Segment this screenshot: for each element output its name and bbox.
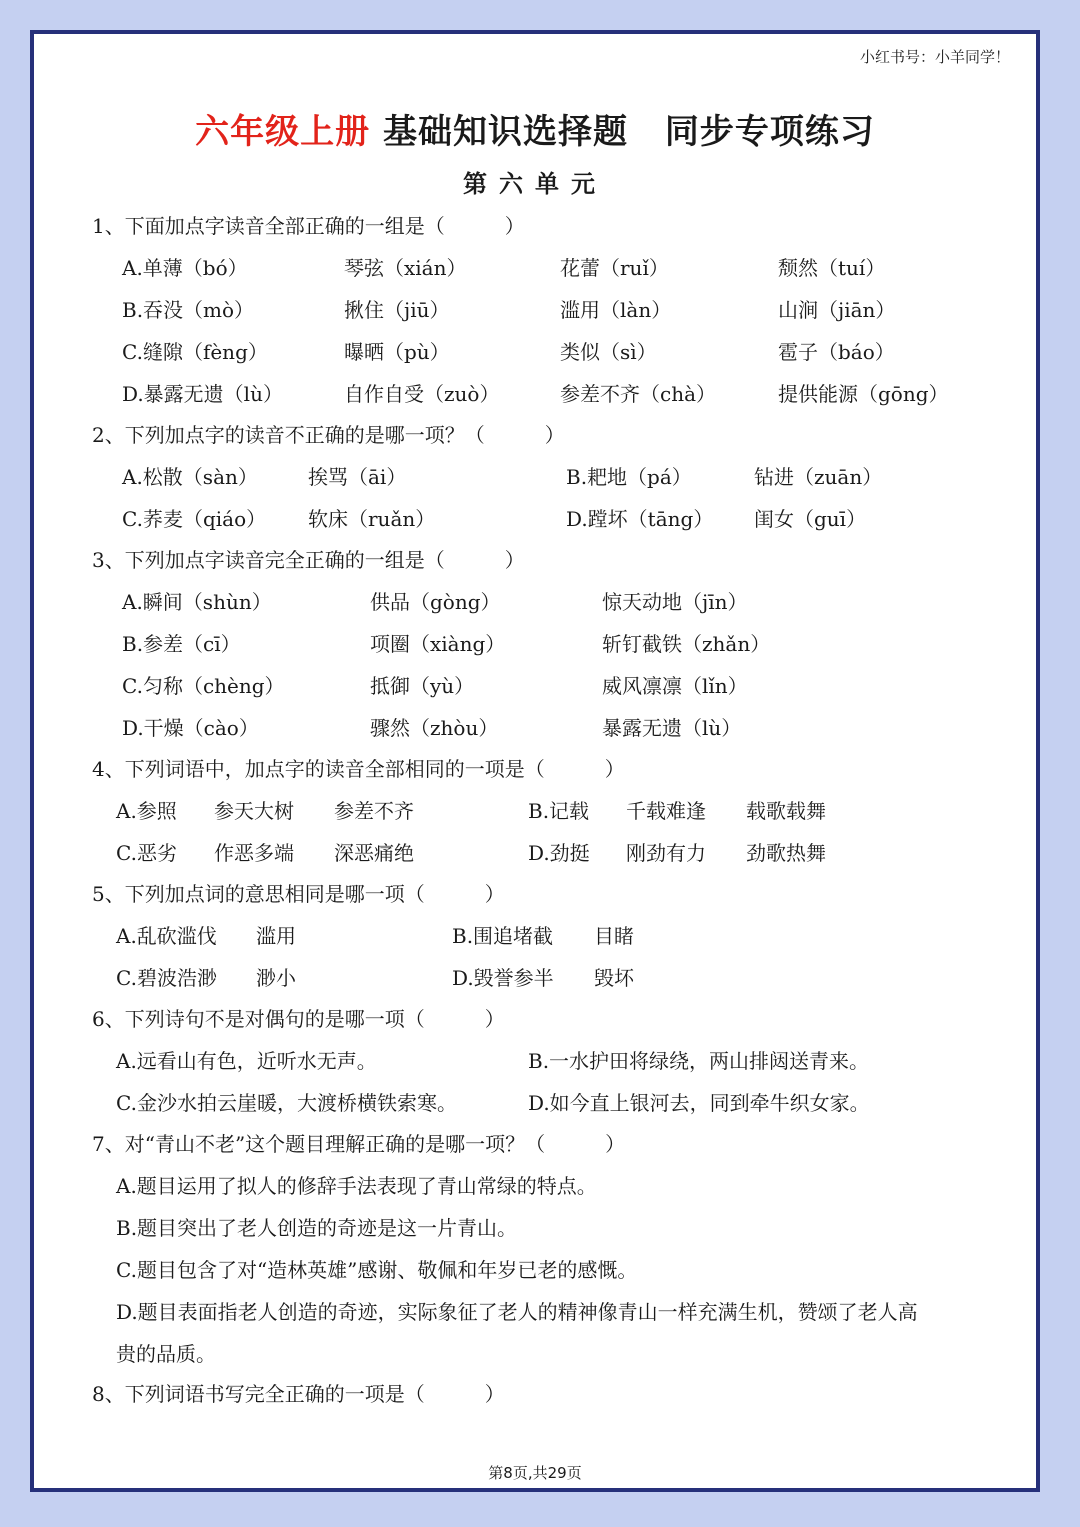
watermark: 小红书号：小羊同学！: [859, 48, 1010, 66]
q5-option: B.围追堵截: [452, 924, 554, 948]
q5-option: 毁坏: [594, 966, 634, 990]
q4-option: 劲歌热舞: [746, 841, 826, 865]
q7-option: C.题目包含了对“造林英雄”感谢、敬佩和年岁已老的感慨。: [116, 1258, 638, 1282]
worksheet-page: [30, 30, 1040, 1492]
title-topic: 基础知识选择题: [383, 112, 628, 152]
q3-option: 惊天动地（jīn）: [602, 590, 748, 614]
q4-option: D.劲挺: [528, 841, 590, 865]
q2-option: 挨骂（āi）: [308, 465, 407, 489]
page-number: 第8页,共29页: [488, 1464, 582, 1482]
q3-option: 骤然（zhòu）: [370, 716, 499, 740]
q1-option: 花蕾（ruǐ）: [560, 256, 669, 280]
q4-option: 作恶多端: [214, 841, 294, 865]
q3-option: 威风凛凛（lǐn）: [602, 674, 748, 698]
q3-option: B.参差（cī）: [122, 632, 241, 656]
q2-option: D.蹚坏（tāng）: [566, 507, 714, 531]
question-6-stem: 6、下列诗句不是对偶句的是哪一项（ ）: [92, 1007, 505, 1031]
q1-option: 类似（sì）: [560, 340, 657, 364]
q1-option: 滥用（làn）: [560, 298, 672, 322]
q6-option: A.远看山有色，近听水无声。: [116, 1049, 377, 1073]
q2-option: 钻进（zuān）: [754, 465, 883, 489]
q4-option: 刚劲有力: [626, 841, 706, 865]
q1-option: C.缝隙（fèng）: [122, 340, 268, 364]
q1-option: 颓然（tuí）: [778, 256, 886, 280]
q4-option: 深恶痛绝: [334, 841, 414, 865]
q7-option: D.题目表面指老人创造的奇迹，实际象征了老人的精神像青山一样充满生机，赞颂了老人高: [116, 1300, 918, 1324]
q3-option: A.瞬间（shùn）: [122, 590, 272, 614]
q6-option: B.一水护田将绿绕，两山排闼送青来。: [528, 1049, 870, 1073]
title-grade: 六年级上册: [195, 112, 371, 152]
q5-option: D.毁誉参半: [452, 966, 554, 990]
q4-option: 参差不齐: [334, 799, 414, 823]
q1-option: 参差不齐（chà）: [560, 382, 717, 406]
q3-option: 供品（gòng）: [370, 590, 501, 614]
q4-option: A.参照: [116, 799, 177, 823]
q1-option: 雹子（báo）: [778, 340, 895, 364]
q3-option: D.干燥（cào）: [122, 716, 259, 740]
q7-option: A.题目运用了拟人的修辞手法表现了青山常绿的特点。: [116, 1174, 597, 1198]
q4-option: 载歌载舞: [746, 799, 826, 823]
q5-option: 渺小: [256, 966, 296, 990]
q1-option: 自作自受（zuò）: [344, 382, 500, 406]
q3-option: 项圈（xiàng）: [370, 632, 506, 656]
q2-option: C.荞麦（qiáo）: [122, 507, 267, 531]
q3-option: C.匀称（chèng）: [122, 674, 285, 698]
q1-option: 琴弦（xián）: [344, 256, 467, 280]
q1-option: 提供能源（gōng）: [778, 382, 949, 406]
q1-option: 揪住（jiū）: [344, 298, 450, 322]
q1-option: 山涧（jiān）: [778, 298, 896, 322]
q2-option: A.松散（sàn）: [122, 465, 258, 489]
q4-option: 千载难逢: [626, 799, 706, 823]
question-2-stem: 2、下列加点字的读音不正确的是哪一项？（ ）: [92, 423, 565, 447]
q5-option: C.碧波浩渺: [116, 966, 217, 990]
q5-option: 滥用: [256, 924, 296, 948]
q1-option: A.单薄（bó）: [122, 256, 248, 280]
q7-option: B.题目突出了老人创造的奇迹是这一片青山。: [116, 1216, 518, 1240]
title-practice: 同步专项练习: [664, 112, 875, 152]
q5-option: A.乱砍滥伐: [116, 924, 217, 948]
question-5-stem: 5、下列加点词的意思相同是哪一项（ ）: [92, 882, 505, 906]
unit-subtitle: 第六单元: [463, 170, 607, 198]
q5-option: 目睹: [594, 924, 634, 948]
question-7-stem: 7、对“青山不老”这个题目理解正确的是哪一项？（ ）: [92, 1132, 626, 1156]
q2-option: 闺女（guī）: [754, 507, 867, 531]
question-1-stem: 1、下面加点字读音全部正确的一组是（ ）: [92, 214, 525, 238]
question-3-stem: 3、下列加点字读音完全正确的一组是（ ）: [92, 548, 525, 572]
question-8-stem: 8、下列词语书写完全正确的一项是（ ）: [92, 1382, 505, 1406]
question-4-stem: 4、下列词语中，加点字的读音全部相同的一项是（ ）: [92, 757, 625, 781]
q3-option: 抵御（yù）: [370, 674, 475, 698]
q3-option: 暴露无遗（lù）: [602, 716, 742, 740]
q1-option: B.吞没（mò）: [122, 298, 255, 322]
q1-option: 曝晒（pù）: [344, 340, 450, 364]
page-title: [34, 104, 1036, 153]
q7-option-continued: 贵的品质。: [116, 1342, 216, 1366]
q6-option: D.如今直上银河去，同到牵牛织女家。: [528, 1091, 870, 1115]
q6-option: C.金沙水拍云崖暖，大渡桥横铁索寒。: [116, 1091, 457, 1115]
q2-option: B.耙地（pá）: [566, 465, 692, 489]
q4-option: C.恶劣: [116, 841, 177, 865]
q3-option: 斩钉截铁（zhǎn）: [602, 632, 771, 656]
q4-option: 参天大树: [214, 799, 294, 823]
q4-option: B.记载: [528, 799, 590, 823]
q1-option: D.暴露无遗（lù）: [122, 382, 283, 406]
q2-option: 软床（ruǎn）: [308, 507, 436, 531]
